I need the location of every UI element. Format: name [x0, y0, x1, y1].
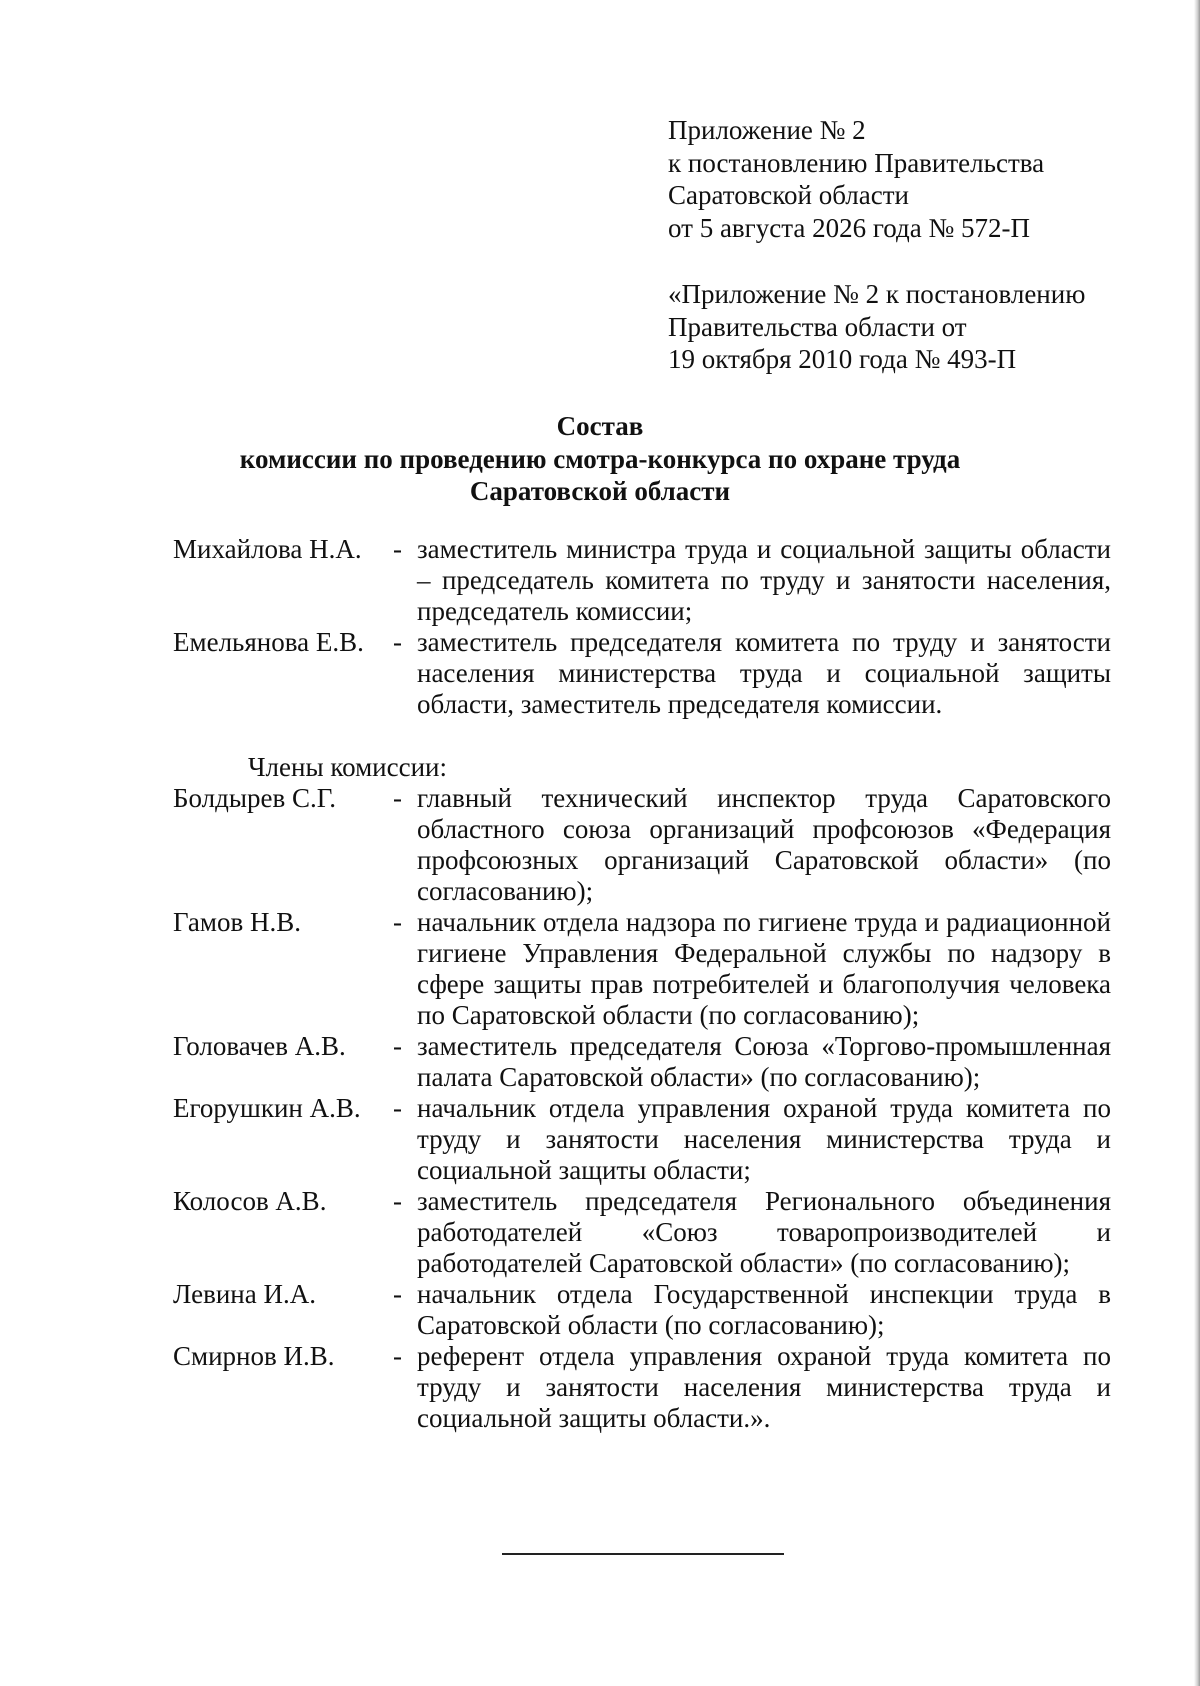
original-appendix-line: «Приложение № 2 к постановлению	[668, 279, 1086, 309]
list-item	[173, 1031, 1113, 1093]
member-dash: -	[393, 1341, 402, 1371]
member-description: заместитель министра труда и социальной защиты области – председатель комитета по труду и занятости населения, председатель комиссии;	[417, 534, 1111, 626]
member-description: главный технический инспектор труда Саратовского областного союза организаций профсоюзов «Федерация профсоюзных организаций Саратовской области» (по согласованию);	[417, 783, 1111, 906]
title-line: Саратовской области	[469, 476, 731, 506]
member-description: референт отдела управления охраной труда комитета по труду и занятости населения министерства труда и социальной защиты области.».	[417, 1341, 1111, 1433]
member-description: начальник отдела надзора по гигиене труда и радиационной гигиене Управления Федеральной службы по надзору в сфере защиты прав потребителей и благополучия человека по Саратовской области (по согласованию);	[417, 907, 1111, 1030]
member-name: Емельянова Е.В.	[173, 627, 364, 657]
document-title	[150, 410, 1050, 508]
member-name: Левина И.А.	[173, 1279, 316, 1309]
member-description: начальник отдела Государственной инспекции труда в Саратовской области (по согласованию);	[417, 1279, 1111, 1340]
appendix-line: к постановлению Правительства	[668, 147, 1045, 178]
original-appendix-line: 19 октября 2010 года № 493-П	[668, 344, 1017, 374]
member-name: Гамов Н.В.	[173, 907, 302, 937]
list-item	[173, 1341, 1113, 1434]
list-item	[173, 1093, 1113, 1186]
members-list	[173, 752, 1113, 1434]
member-name: Михайлова Н.А.	[173, 534, 362, 564]
member-dash: -	[393, 1279, 402, 1309]
member-dash: -	[393, 627, 402, 657]
appendix-line: Приложение № 2	[668, 115, 866, 145]
member-description: заместитель председателя Регионального объединения работодателей «Союз товаропроизводителей и работодателей Саратовской области» (по согласованию);	[417, 1186, 1111, 1278]
scan-edge-shadow	[1194, 0, 1200, 1686]
member-dash: -	[393, 907, 402, 937]
member-name: Колосов А.В.	[173, 1186, 327, 1216]
member-name: Головачев А.В.	[173, 1031, 346, 1061]
list-item	[173, 627, 1113, 720]
title-line: комиссии по проведению смотра-конкурса по охране труда	[239, 443, 961, 474]
appendix-header	[668, 114, 1044, 244]
original-appendix-header	[668, 278, 1085, 376]
member-name: Смирнов И.В.	[173, 1341, 335, 1371]
members-heading: Члены комиссии:	[248, 752, 447, 782]
member-description: заместитель председателя Союза «Торгово-промышленная палата Саратовской области» (по согласованию);	[417, 1031, 1111, 1092]
member-description: начальник отдела управления охраной труда комитета по труду и занятости населения министерства труда и социальной защиты области;	[417, 1093, 1111, 1185]
list-item	[173, 534, 1113, 627]
member-name: Болдырев С.Г.	[173, 783, 337, 813]
end-divider	[502, 1553, 784, 1555]
member-dash: -	[393, 1186, 402, 1216]
list-item	[173, 783, 1113, 907]
appendix-line: Саратовской области	[668, 180, 909, 210]
member-description: заместитель председателя комитета по труду и занятости населения министерства труда и социальной защиты области, заместитель председателя комиссии.	[417, 627, 1111, 719]
title-line: Состав	[556, 411, 644, 441]
list-item	[173, 1279, 1113, 1341]
original-appendix-line: Правительства области от	[668, 311, 967, 342]
member-dash: -	[393, 1031, 402, 1061]
member-dash: -	[393, 1093, 402, 1123]
appendix-line: от 5 августа 2026 года № 572-П	[668, 212, 1030, 243]
list-item	[173, 907, 1113, 1031]
member-dash: -	[393, 534, 402, 564]
leaders-list	[173, 534, 1113, 720]
list-item	[173, 1186, 1113, 1279]
member-dash: -	[393, 783, 402, 813]
member-name: Егорушкин А.В.	[173, 1093, 361, 1123]
